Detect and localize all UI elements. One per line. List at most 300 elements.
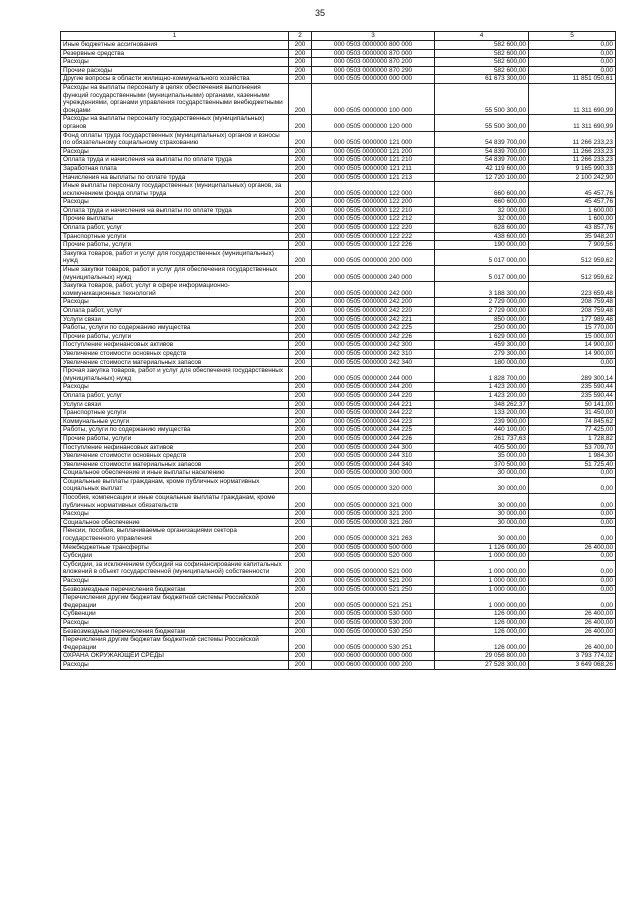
line-code-cell: 200 (289, 349, 312, 358)
executed-amount-cell: 26 400,00 (529, 636, 616, 652)
approved-amount-cell: 54 839 700,00 (435, 147, 529, 156)
page-number: 35 (314, 8, 325, 18)
line-code-cell: 200 (289, 198, 312, 207)
row-name-cell: Прочие работы, услуги (61, 241, 289, 250)
line-code-cell: 200 (289, 298, 312, 307)
row-name-cell: Прочая закупка товаров, работ и услуг для обеспечения государственных (муниципальных) нужд (61, 367, 289, 383)
line-code-cell: 200 (289, 215, 312, 224)
executed-amount-cell: 11 851 050,61 (529, 75, 616, 84)
budget-table (60, 31, 616, 670)
budget-code-cell: 000 0505 0000000 521 000 (312, 560, 435, 576)
row-name-cell: Оплата труда и начисления на выплаты по оплате труда (61, 156, 289, 165)
row-name-cell: Пособия, компенсации и иные социальные выплаты гражданам, кроме публичных нормативных обязательств (61, 494, 289, 510)
executed-amount-cell: 0,00 (529, 585, 616, 594)
budget-code-cell: 000 0503 0000000 870 290 (312, 66, 435, 75)
executed-amount-cell: 289 300,14 (529, 367, 616, 383)
budget-code-cell: 000 0505 0000000 122 000 (312, 182, 435, 198)
line-code-cell: 200 (289, 594, 312, 610)
table-row (61, 49, 616, 58)
executed-amount-cell: 74 845,62 (529, 417, 616, 426)
budget-code-cell: 000 0505 0000000 244 222 (312, 409, 435, 418)
executed-amount-cell: 53 709,70 (529, 443, 616, 452)
approved-amount-cell: 261 737,63 (435, 434, 529, 443)
table-row (61, 324, 616, 333)
row-name-cell: ОХРАНА ОКРУЖАЮЩЕЙ СРЕДЫ (61, 652, 289, 661)
approved-amount-cell: 126 000,00 (435, 610, 529, 619)
row-name-cell: Прочие расходы (61, 66, 289, 75)
executed-amount-cell: 15 000,00 (529, 332, 616, 341)
table-row (61, 391, 616, 400)
executed-amount-cell: 3 649 068,26 (529, 660, 616, 669)
budget-code-cell: 000 0505 0000000 244 221 (312, 400, 435, 409)
approved-amount-cell: 1 000 000,00 (435, 560, 529, 576)
approved-amount-cell: 850 000,00 (435, 315, 529, 324)
approved-amount-cell: 1 000 000,00 (435, 552, 529, 561)
line-code-cell: 200 (289, 460, 312, 469)
table-row (61, 443, 616, 452)
executed-amount-cell: 26 400,00 (529, 627, 616, 636)
row-name-cell: Пенсии, пособия, выплачиваемые организациями сектора государственного управления (61, 527, 289, 543)
line-code-cell: 200 (289, 391, 312, 400)
line-code-cell: 200 (289, 58, 312, 67)
table-row (61, 469, 616, 478)
row-name-cell: Работы, услуги по содержанию имущества (61, 426, 289, 435)
line-code-cell: 200 (289, 324, 312, 333)
budget-code-cell: 000 0505 0000000 321 260 (312, 518, 435, 527)
row-name-cell: Другие вопросы в области жилищно-коммунального хозяйства (61, 75, 289, 84)
budget-code-cell: 000 0505 0000000 122 226 (312, 241, 435, 250)
line-code-cell: 200 (289, 49, 312, 58)
executed-amount-cell: 7 909,56 (529, 241, 616, 250)
executed-amount-cell: 0,00 (529, 518, 616, 527)
line-code-cell: 200 (289, 282, 312, 298)
approved-amount-cell: 370 500,00 (435, 460, 529, 469)
budget-code-cell: 000 0505 0000000 000 000 (312, 75, 435, 84)
table-row (61, 198, 616, 207)
budget-code-cell: 000 0505 0000000 242 000 (312, 282, 435, 298)
table-row (61, 527, 616, 543)
approved-amount-cell: 42 119 600,00 (435, 164, 529, 173)
executed-amount-cell: 26 400,00 (529, 610, 616, 619)
executed-amount-cell: 3 793 774,02 (529, 652, 616, 661)
table-row (61, 332, 616, 341)
budget-code-cell: 000 0505 0000000 242 200 (312, 298, 435, 307)
executed-amount-cell: 0,00 (529, 560, 616, 576)
budget-code-cell: 000 0505 0000000 321 263 (312, 527, 435, 543)
table-row (61, 315, 616, 324)
line-code-cell: 200 (289, 206, 312, 215)
row-name-cell: Поступление нефинансовых активов (61, 341, 289, 350)
row-name-cell: Транспортные услуги (61, 232, 289, 241)
approved-amount-cell: 54 839 700,00 (435, 156, 529, 165)
budget-code-cell: 000 0505 0000000 242 300 (312, 341, 435, 350)
table-row (61, 543, 616, 552)
executed-amount-cell: 43 857,76 (529, 224, 616, 233)
executed-amount-cell: 14 900,00 (529, 349, 616, 358)
budget-code-cell: 000 0505 0000000 121 200 (312, 147, 435, 156)
executed-amount-cell: 45 457,76 (529, 198, 616, 207)
line-code-cell: 200 (289, 173, 312, 182)
approved-amount-cell: 30 000,00 (435, 527, 529, 543)
budget-code-cell: 000 0505 0000000 244 200 (312, 383, 435, 392)
budget-code-cell: 000 0505 0000000 122 222 (312, 232, 435, 241)
row-name-cell: Оплата труда и начисления на выплаты по оплате труда (61, 206, 289, 215)
approved-amount-cell: 5 017 000,00 (435, 266, 529, 282)
budget-code-cell: 000 0505 0000000 121 211 (312, 164, 435, 173)
line-code-cell: 200 (289, 266, 312, 282)
table-row (61, 518, 616, 527)
row-name-cell: Расходы (61, 58, 289, 67)
table-row (61, 577, 616, 586)
approved-amount-cell: 27 528 300,00 (435, 660, 529, 669)
table-row (61, 460, 616, 469)
row-name-cell: Социальное обеспечение и иные выплаты населению (61, 469, 289, 478)
executed-amount-cell: 2 100 242,90 (529, 173, 616, 182)
executed-amount-cell: 77 425,00 (529, 426, 616, 435)
approved-amount-cell: 239 900,00 (435, 417, 529, 426)
budget-code-cell: 000 0505 0000000 244 226 (312, 434, 435, 443)
row-name-cell: Социальные выплаты гражданам, кроме публичных нормативных социальных выплат (61, 477, 289, 493)
approved-amount-cell: 1 126 000,00 (435, 543, 529, 552)
row-name-cell: Оплата работ, услуг (61, 307, 289, 316)
line-code-cell: 200 (289, 660, 312, 669)
budget-code-cell: 000 0505 0000000 530 000 (312, 610, 435, 619)
budget-code-cell: 000 0505 0000000 521 250 (312, 585, 435, 594)
row-name-cell: Перечисления другим бюджетам бюджетной системы Российской Федерации (61, 636, 289, 652)
row-name-cell: Поступление нефинансовых активов (61, 443, 289, 452)
row-name-cell: Расходы (61, 660, 289, 669)
budget-code-cell: 000 0503 0000000 870 000 (312, 49, 435, 58)
approved-amount-cell: 582 600,00 (435, 49, 529, 58)
executed-amount-cell: 11 266 233,23 (529, 156, 616, 165)
budget-code-cell: 000 0505 0000000 530 250 (312, 627, 435, 636)
approved-amount-cell: 1 000 000,00 (435, 585, 529, 594)
budget-code-cell: 000 0505 0000000 530 200 (312, 618, 435, 627)
executed-amount-cell: 0,00 (529, 41, 616, 50)
line-code-cell: 200 (289, 552, 312, 561)
budget-code-cell: 000 0505 0000000 242 340 (312, 358, 435, 367)
budget-code-cell: 000 0505 0000000 520 000 (312, 552, 435, 561)
executed-amount-cell: 208 759,48 (529, 298, 616, 307)
executed-amount-cell: 208 759,48 (529, 307, 616, 316)
header-cell: 1 (61, 32, 289, 41)
executed-amount-cell: 0,00 (529, 49, 616, 58)
row-name-cell: Оплата работ, услуг (61, 224, 289, 233)
executed-amount-cell: 45 457,76 (529, 182, 616, 198)
budget-code-cell: 000 0600 0000000 000 000 (312, 652, 435, 661)
approved-amount-cell: 30 000,00 (435, 477, 529, 493)
approved-amount-cell: 32 000,00 (435, 206, 529, 215)
line-code-cell: 200 (289, 156, 312, 165)
approved-amount-cell: 30 000,00 (435, 494, 529, 510)
approved-amount-cell: 126 000,00 (435, 618, 529, 627)
approved-amount-cell: 348 262,37 (435, 400, 529, 409)
table-row (61, 349, 616, 358)
approved-amount-cell: 180 000,00 (435, 358, 529, 367)
row-name-cell: Субсидии (61, 552, 289, 561)
executed-amount-cell: 0,00 (529, 527, 616, 543)
row-name-cell: Увеличение стоимости основных средств (61, 452, 289, 461)
approved-amount-cell: 29 056 800,00 (435, 652, 529, 661)
executed-amount-cell: 1 600,00 (529, 206, 616, 215)
row-name-cell: Транспортные услуги (61, 409, 289, 418)
table-row (61, 477, 616, 493)
line-code-cell: 200 (289, 577, 312, 586)
approved-amount-cell: 1 828 700,00 (435, 367, 529, 383)
line-code-cell: 200 (289, 518, 312, 527)
approved-amount-cell: 55 500 300,00 (435, 83, 529, 114)
table-row (61, 383, 616, 392)
executed-amount-cell: 35 948,20 (529, 232, 616, 241)
approved-amount-cell: 35 000,00 (435, 452, 529, 461)
executed-amount-cell: 0,00 (529, 477, 616, 493)
budget-code-cell: 000 0505 0000000 120 000 (312, 115, 435, 131)
header-cell: 4 (435, 32, 529, 41)
line-code-cell: 200 (289, 627, 312, 636)
budget-code-cell: 000 0505 0000000 244 000 (312, 367, 435, 383)
line-code-cell: 200 (289, 332, 312, 341)
table-row (61, 266, 616, 282)
line-code-cell: 200 (289, 131, 312, 147)
line-code-cell: 200 (289, 182, 312, 198)
table-row (61, 434, 616, 443)
budget-code-cell: 000 0505 0000000 200 000 (312, 249, 435, 265)
approved-amount-cell: 30 000,00 (435, 518, 529, 527)
executed-amount-cell: 223 659,48 (529, 282, 616, 298)
executed-amount-cell: 0,00 (529, 552, 616, 561)
approved-amount-cell: 1 000 000,00 (435, 594, 529, 610)
table-row (61, 83, 616, 114)
header-row (61, 32, 616, 41)
approved-amount-cell: 30 000,00 (435, 469, 529, 478)
line-code-cell: 200 (289, 510, 312, 519)
approved-amount-cell: 1 423 200,00 (435, 391, 529, 400)
line-code-cell: 200 (289, 494, 312, 510)
table-row (61, 660, 616, 669)
table-row (61, 58, 616, 67)
table-row (61, 131, 616, 147)
approved-amount-cell: 459 300,00 (435, 341, 529, 350)
table-row (61, 241, 616, 250)
executed-amount-cell: 11 311 690,99 (529, 115, 616, 131)
table-row (61, 173, 616, 182)
table-row (61, 367, 616, 383)
table-body (61, 41, 616, 670)
executed-amount-cell: 0,00 (529, 577, 616, 586)
table-row (61, 215, 616, 224)
header-cell: 5 (529, 32, 616, 41)
budget-code-cell: 000 0503 0000000 870 200 (312, 58, 435, 67)
table-row (61, 618, 616, 627)
budget-code-cell: 000 0505 0000000 244 225 (312, 426, 435, 435)
line-code-cell: 200 (289, 560, 312, 576)
budget-code-cell: 000 0505 0000000 300 000 (312, 469, 435, 478)
budget-code-cell: 000 0505 0000000 244 300 (312, 443, 435, 452)
row-name-cell: Коммунальные услуги (61, 417, 289, 426)
row-name-cell: Заработная плата (61, 164, 289, 173)
executed-amount-cell: 0,00 (529, 510, 616, 519)
budget-code-cell: 000 0505 0000000 242 225 (312, 324, 435, 333)
table-row (61, 400, 616, 409)
table-row (61, 552, 616, 561)
budget-code-cell: 000 0505 0000000 100 000 (312, 83, 435, 114)
executed-amount-cell: 0,00 (529, 469, 616, 478)
row-name-cell: Расходы (61, 383, 289, 392)
executed-amount-cell: 50 141,00 (529, 400, 616, 409)
line-code-cell: 200 (289, 41, 312, 50)
line-code-cell: 200 (289, 66, 312, 75)
budget-code-cell: 000 0505 0000000 521 251 (312, 594, 435, 610)
approved-amount-cell: 61 673 300,00 (435, 75, 529, 84)
budget-code-cell: 000 0505 0000000 121 000 (312, 131, 435, 147)
line-code-cell: 200 (289, 618, 312, 627)
row-name-cell: Иные выплаты персоналу государственных (муниципальных) органов, за исключением фонда оплаты труда (61, 182, 289, 198)
budget-code-cell: 000 0505 0000000 521 200 (312, 577, 435, 586)
row-name-cell: Увеличение стоимости материальных запасов (61, 460, 289, 469)
table-row (61, 249, 616, 265)
line-code-cell: 200 (289, 232, 312, 241)
line-code-cell: 200 (289, 367, 312, 383)
budget-code-cell: 000 0505 0000000 240 000 (312, 266, 435, 282)
line-code-cell: 200 (289, 636, 312, 652)
line-code-cell: 200 (289, 543, 312, 552)
budget-code-cell: 000 0505 0000000 242 220 (312, 307, 435, 316)
budget-code-cell: 000 0505 0000000 121 210 (312, 156, 435, 165)
line-code-cell: 200 (289, 477, 312, 493)
row-name-cell: Прочие выплаты (61, 215, 289, 224)
row-name-cell: Фонд оплаты труда государственных (муниципальных) органов и взносы по обязательному социальному страхованию (61, 131, 289, 147)
line-code-cell: 200 (289, 75, 312, 84)
line-code-cell: 200 (289, 527, 312, 543)
line-code-cell: 200 (289, 241, 312, 250)
executed-amount-cell: 11 266 233,23 (529, 147, 616, 156)
approved-amount-cell: 3 188 300,00 (435, 282, 529, 298)
table-row (61, 298, 616, 307)
line-code-cell: 200 (289, 315, 312, 324)
approved-amount-cell: 1 423 200,00 (435, 383, 529, 392)
budget-code-cell: 000 0505 0000000 242 226 (312, 332, 435, 341)
approved-amount-cell: 660 600,00 (435, 198, 529, 207)
line-code-cell: 200 (289, 224, 312, 233)
row-name-cell: Расходы (61, 577, 289, 586)
table-row (61, 627, 616, 636)
approved-amount-cell: 405 500,00 (435, 443, 529, 452)
header-cell: 2 (289, 32, 312, 41)
table-row (61, 494, 616, 510)
budget-code-cell: 000 0503 0000000 800 000 (312, 41, 435, 50)
executed-amount-cell: 235 590,44 (529, 391, 616, 400)
budget-code-cell: 000 0505 0000000 121 213 (312, 173, 435, 182)
budget-code-cell: 000 0505 0000000 122 212 (312, 215, 435, 224)
table-row (61, 594, 616, 610)
line-code-cell: 200 (289, 452, 312, 461)
table-row (61, 224, 616, 233)
executed-amount-cell: 51 725,40 (529, 460, 616, 469)
executed-amount-cell: 512 959,62 (529, 249, 616, 265)
budget-code-cell: 000 0505 0000000 321 000 (312, 494, 435, 510)
row-name-cell: Субсидии, за исключением субсидий на софинансирование капитальных вложений в объект государственной (муниципальной) собственности (61, 560, 289, 576)
approved-amount-cell: 5 017 000,00 (435, 249, 529, 265)
row-name-cell: Расходы (61, 198, 289, 207)
row-name-cell: Расходы на выплаты персоналу в целях обеспечения выполнения функций государственными (муниципальными) органами, казенными учреждениями, органами управления государственными внебюджетными фондами (61, 83, 289, 114)
row-name-cell: Начисления на выплаты по оплате труда (61, 173, 289, 182)
line-code-cell: 200 (289, 469, 312, 478)
table-row (61, 147, 616, 156)
budget-code-cell: 000 0505 0000000 500 000 (312, 543, 435, 552)
approved-amount-cell: 1 000 000,00 (435, 577, 529, 586)
approved-amount-cell: 54 839 700,00 (435, 131, 529, 147)
executed-amount-cell: 0,00 (529, 358, 616, 367)
line-code-cell: 200 (289, 426, 312, 435)
approved-amount-cell: 1 629 000,00 (435, 332, 529, 341)
table-row (61, 452, 616, 461)
line-code-cell: 200 (289, 434, 312, 443)
approved-amount-cell: 582 600,00 (435, 41, 529, 50)
table-row (61, 652, 616, 661)
line-code-cell: 200 (289, 585, 312, 594)
approved-amount-cell: 250 000,00 (435, 324, 529, 333)
approved-amount-cell: 582 600,00 (435, 58, 529, 67)
line-code-cell: 200 (289, 610, 312, 619)
line-code-cell: 200 (289, 341, 312, 350)
budget-code-cell: 000 0505 0000000 244 220 (312, 391, 435, 400)
row-name-cell: Прочие работы, услуги (61, 332, 289, 341)
executed-amount-cell: 11 266 233,23 (529, 131, 616, 147)
budget-code-cell: 000 0505 0000000 530 251 (312, 636, 435, 652)
table-row (61, 560, 616, 576)
row-name-cell: Межбюджетные трансферты (61, 543, 289, 552)
budget-code-cell: 000 0505 0000000 244 223 (312, 417, 435, 426)
table-row (61, 341, 616, 350)
row-name-cell: Безвозмездные перечисления бюджетам (61, 585, 289, 594)
row-name-cell: Иные бюджетные ассигнования (61, 41, 289, 50)
row-name-cell: Расходы на выплаты персоналу государственных (муниципальных) органов (61, 115, 289, 131)
budget-code-cell: 000 0505 0000000 321 200 (312, 510, 435, 519)
table-row (61, 636, 616, 652)
approved-amount-cell: 438 600,00 (435, 232, 529, 241)
approved-amount-cell: 30 000,00 (435, 510, 529, 519)
approved-amount-cell: 582 600,00 (435, 66, 529, 75)
budget-code-cell: 000 0505 0000000 244 310 (312, 452, 435, 461)
budget-code-cell: 000 0505 0000000 242 310 (312, 349, 435, 358)
budget-code-cell: 000 0505 0000000 122 220 (312, 224, 435, 233)
table-row (61, 426, 616, 435)
row-name-cell: Прочие работы, услуги (61, 434, 289, 443)
table-row (61, 307, 616, 316)
line-code-cell: 200 (289, 115, 312, 131)
table-row (61, 510, 616, 519)
row-name-cell: Субвенции (61, 610, 289, 619)
budget-code-cell: 000 0505 0000000 122 210 (312, 206, 435, 215)
approved-amount-cell: 660 600,00 (435, 182, 529, 198)
executed-amount-cell: 15 770,00 (529, 324, 616, 333)
line-code-cell: 200 (289, 652, 312, 661)
row-name-cell: Иные закупки товаров, работ и услуг для обеспечения государственных (муниципальных) нужд (61, 266, 289, 282)
executed-amount-cell: 1 728,82 (529, 434, 616, 443)
row-name-cell: Перечисления другим бюджетам бюджетной системы Российской Федерации (61, 594, 289, 610)
line-code-cell: 200 (289, 164, 312, 173)
table-row (61, 41, 616, 50)
approved-amount-cell: 440 100,00 (435, 426, 529, 435)
executed-amount-cell: 14 900,00 (529, 341, 616, 350)
executed-amount-cell: 0,00 (529, 66, 616, 75)
approved-amount-cell: 2 729 000,00 (435, 307, 529, 316)
budget-code-cell: 000 0505 0000000 242 221 (312, 315, 435, 324)
executed-amount-cell: 0,00 (529, 594, 616, 610)
table-row (61, 610, 616, 619)
table-row (61, 585, 616, 594)
executed-amount-cell: 177 989,48 (529, 315, 616, 324)
